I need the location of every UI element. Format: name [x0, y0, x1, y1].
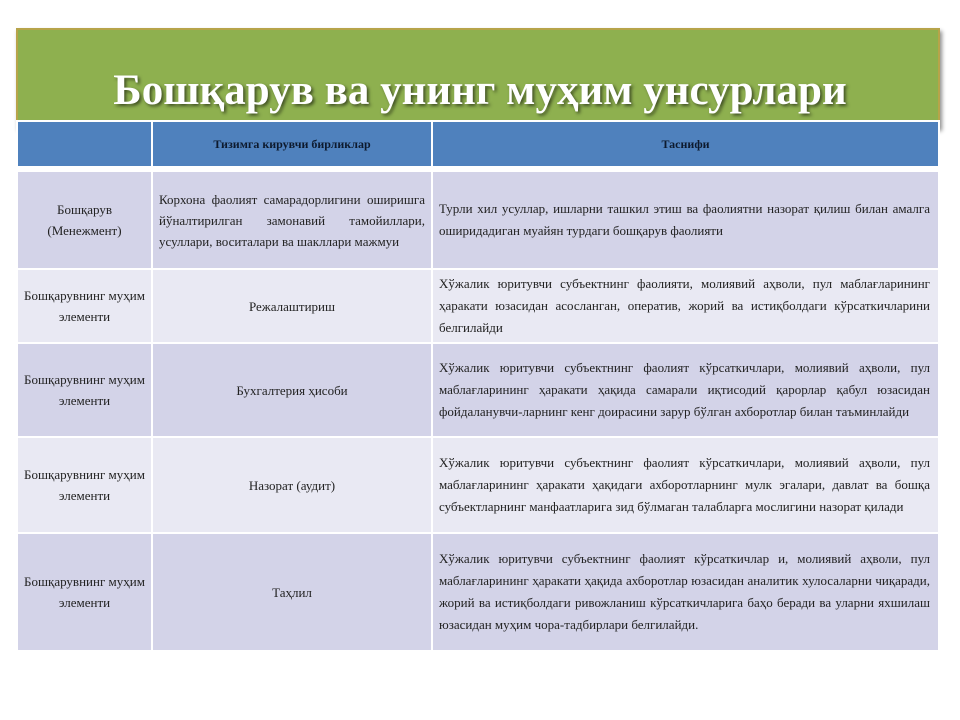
table-row	[17, 437, 939, 533]
row-unit: Таҳлил	[152, 533, 432, 651]
row-name: Бошқарувнинг муҳим элементи	[17, 269, 152, 343]
row-description: Хўжалик юритувчи субъектнинг фаолият кўрсаткичлар и, молиявий аҳволи, пул маблағларининг ҳаракати ҳақида ахборотлар юзасидан аналитик хулосаларни чиқаради, жорий ва истиқболдаги ривожланиш кўрсаткичларига баҳо беради ва уларни яхшилаш юзасидан муҳим чора-тадбирлари белгилайди.	[432, 533, 939, 651]
row-name: Бошқарув (Менежмент)	[17, 171, 152, 269]
row-name: Бошқарувнинг муҳим элементи	[17, 533, 152, 651]
row-description: Хўжалик юритувчи субъектнинг фаолият кўрсаткичлари, молиявий аҳволи, пул маблағларининг ҳаракати ҳақида самарали иқтисодий қарорлар қабул юзасидан фойдаланувчи-ларнинг кенг доирасини зарур бўлган ахборотлар билан таъминлайди	[432, 343, 939, 437]
row-unit: Режалаштириш	[152, 269, 432, 343]
table-row	[17, 269, 939, 343]
slide-title: Бошқарув ва унинг муҳим унсурлари	[113, 67, 847, 114]
table-row	[17, 343, 939, 437]
table-row	[17, 171, 939, 269]
table-row	[17, 533, 939, 651]
row-description: Хўжалик юритувчи субъектнинг фаолият кўрсаткичлари, молиявий аҳволи, пул маблағларининг ҳаракати ҳақидаги ахборотларнинг мулк эгалари, давлат ва бошқа субъектларнинг манфаатларига зид бўлмаган талабларга мослигини назорат қилади	[432, 437, 939, 533]
row-description: Хўжалик юритувчи субъектнинг фаолияти, молиявий аҳволи, пул маблағларининг ҳаракати юзасидан асосланган, оператив, жорий ва истиқболдаги кўрсаткичларини белгилайди	[432, 269, 939, 343]
table-header-row	[17, 121, 939, 167]
row-description: Турли хил усуллар, ишларни ташкил этиш ва фаолиятни назорат қилиш билан амалга оширидадиган муайян турдаги бошқарув фаолияти	[432, 171, 939, 269]
header-cell-description: Таснифи	[432, 121, 939, 167]
header-cell-blank	[17, 121, 152, 167]
header-cell-units: Тизимга кирувчи бирликлар	[152, 121, 432, 167]
row-unit: Корхона фаолият самарадорлигини оширишга йўналтирилган замонавий тамойиллари, усуллари, воситалари ва шакллари мажмуи	[152, 171, 432, 269]
row-name: Бошқарувнинг муҳим элементи	[17, 437, 152, 533]
row-unit: Назорат (аудит)	[152, 437, 432, 533]
row-name: Бошқарувнинг муҳим элементи	[17, 343, 152, 437]
row-unit: Бухгалтерия ҳисоби	[152, 343, 432, 437]
elements-table	[16, 120, 940, 652]
